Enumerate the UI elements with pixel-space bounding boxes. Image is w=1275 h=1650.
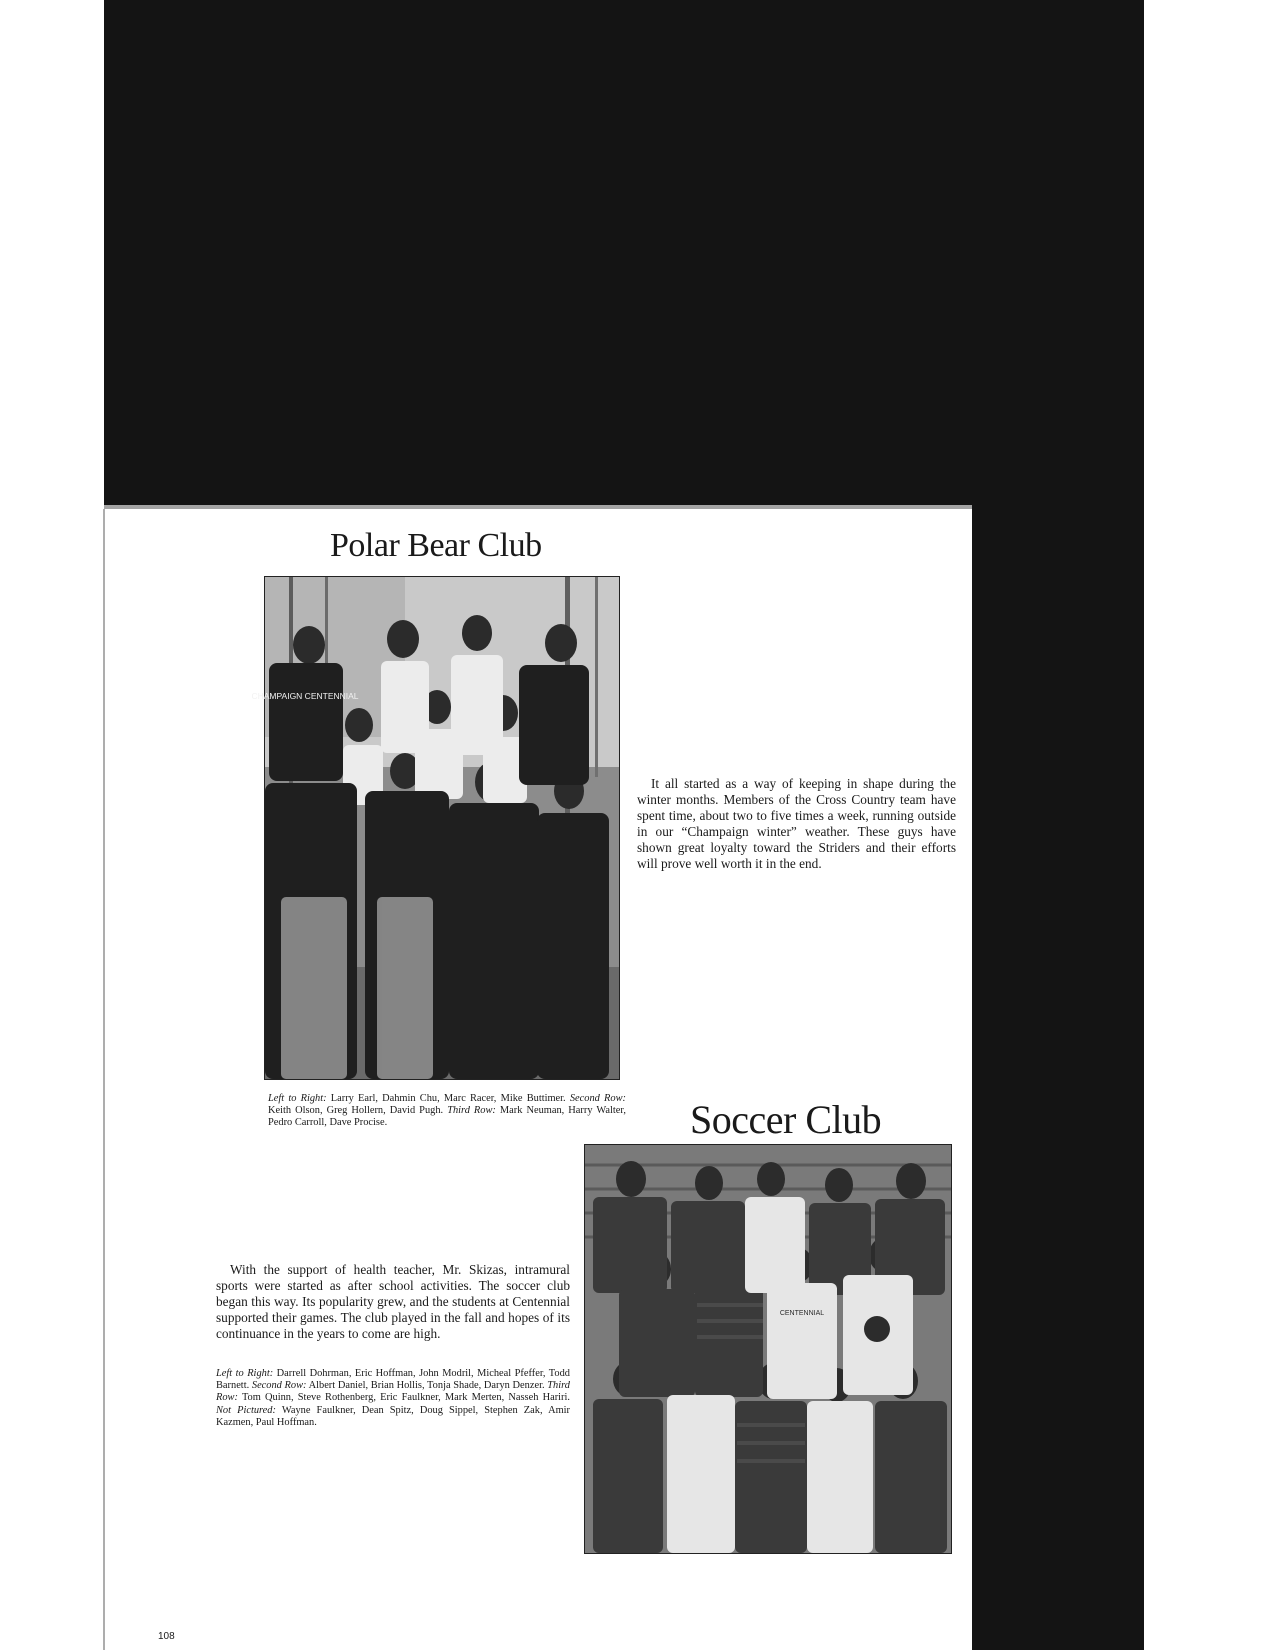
scan-dark-background-top	[104, 0, 1144, 505]
polar-bear-club-caption	[268, 1093, 626, 1130]
soccer-club-title: Soccer Club	[690, 1097, 882, 1142]
soccer-caption-row1-names: Darrell Dohrman, Eric Hoffman, John Modril, Micheal Pfeffer, Todd Barnett.	[216, 1368, 570, 1392]
page-number: 108	[158, 1631, 175, 1642]
soccer-club-photo	[584, 1144, 952, 1554]
soccer-caption-row4-names: Wayne Faulkner, Dean Spitz, Doug Sippel, Stephen Zak, Amir Kazmen, Paul Hoffman.	[216, 1404, 570, 1428]
polar-caption-row3-names: Mark Neuman, Harry Walter, Pedro Carroll, Dave Procise.	[268, 1105, 626, 1129]
page-top-edge	[104, 505, 972, 509]
polar-bear-club-photo	[251, 576, 620, 1080]
soccer-caption-row3-names: Tom Quinn, Steve Rothenberg, Eric Faulkner, Mark Merten, Nasseh Hariri.	[241, 1392, 570, 1404]
soccer-caption-row2-label: Second Row:	[251, 1380, 307, 1392]
soccer-caption-row1-label: Left to Right:	[216, 1368, 274, 1379]
soccer-caption-row4-label: Not Pictured:	[216, 1404, 276, 1416]
soccer-club-body: With the support of health teacher, Mr. Skizas, intramural sports were started as after school activities. The soccer club began this way. Its popularity grew, and the students at Centennial supported their games. The club played in the fall and hopes of its continuance in the years to come are high.	[216, 1262, 570, 1341]
soccer-caption-row3-label: Third Row:	[216, 1380, 570, 1404]
polar-caption-row2-label: Second Row:	[569, 1093, 626, 1104]
soccer-shirt-text: CENTENNIAL	[779, 1310, 825, 1317]
soccer-club-caption	[216, 1368, 570, 1429]
polar-caption-row1-label: Left to Right:	[268, 1093, 327, 1104]
polar-shirt-text: CHAMPAIGN CENTENNIAL	[251, 691, 359, 701]
page-gutter-line	[103, 509, 105, 1650]
polar-bear-club-body: It all started as a way of keeping in shape during the winter months. Members of the Cross Country team have spent time, about two to five times a week, running outside in our “Champaign winter” weather. These guys have shown great loyalty toward the Striders and their efforts will prove well worth it in the end.	[637, 776, 956, 871]
polar-caption-row2-names: Keith Olson, Greg Hollern, David Pugh.	[268, 1105, 444, 1117]
polar-caption-row3-label: Third Row:	[447, 1105, 496, 1117]
polar-bear-club-title: Polar Bear Club	[330, 527, 542, 564]
scan-dark-background-right	[972, 505, 1144, 1650]
soccer-caption-row2-names: Albert Daniel, Brian Hollis, Tonja Shade, Daryn Denzer.	[308, 1380, 545, 1392]
polar-caption-row1-names: Larry Earl, Dahmin Chu, Marc Racer, Mike Buttimer.	[330, 1093, 566, 1104]
